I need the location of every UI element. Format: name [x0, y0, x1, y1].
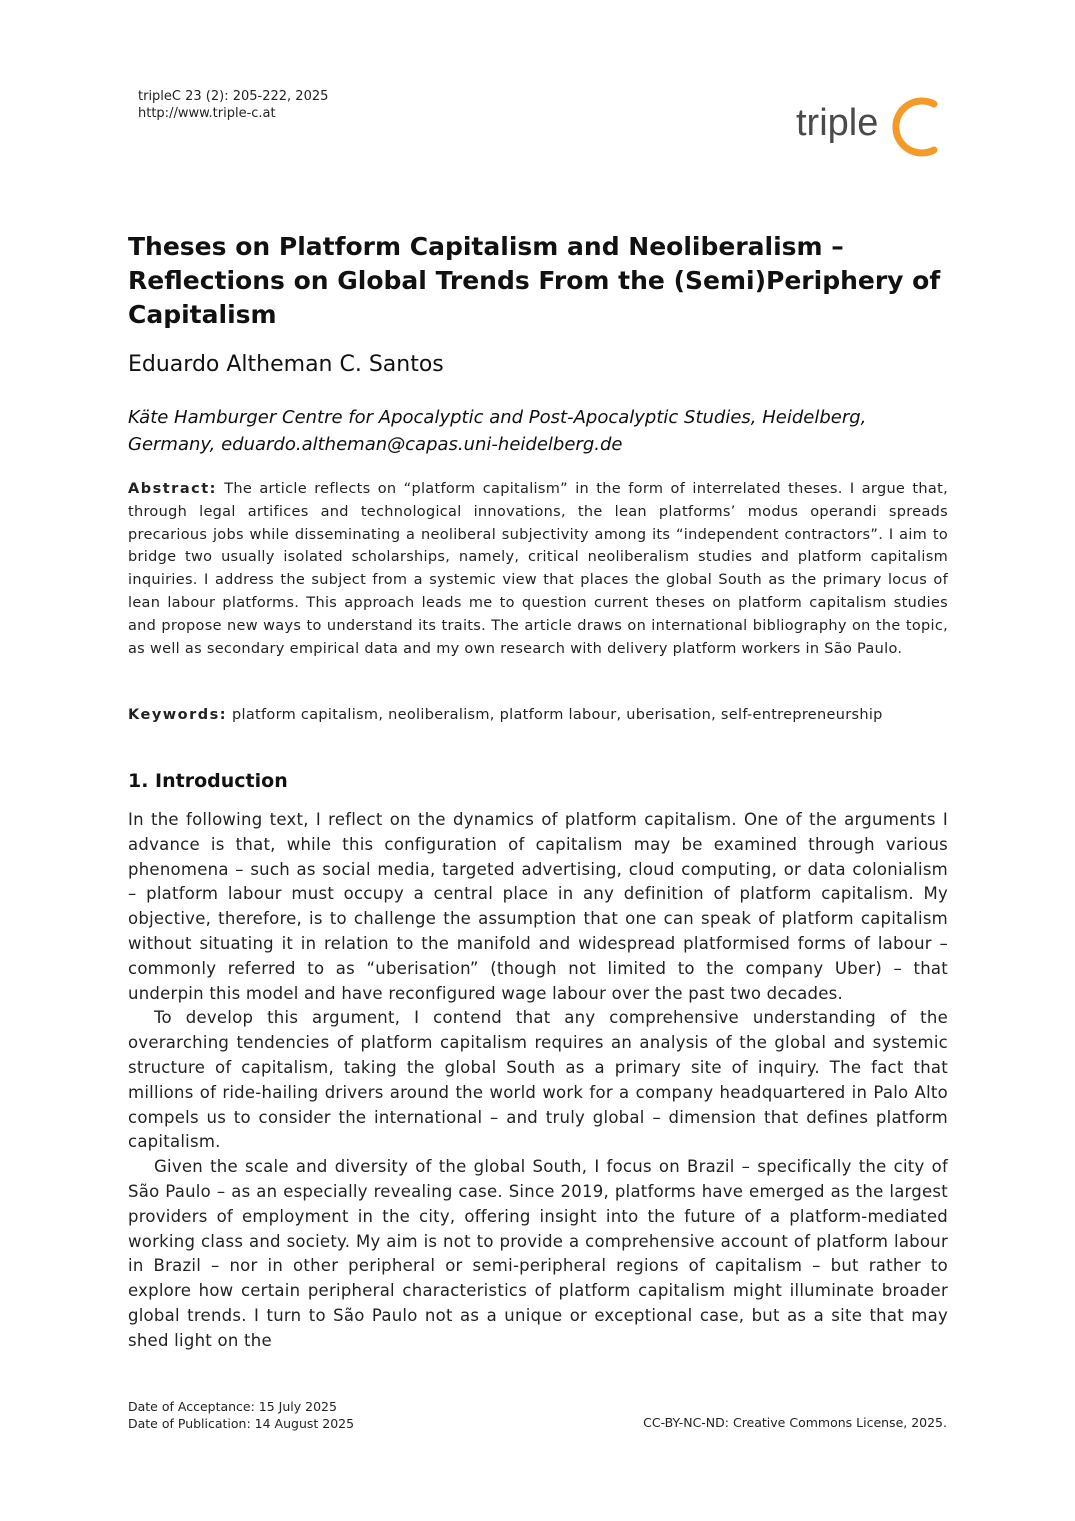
journal-url: http://www.triple-c.at — [138, 106, 276, 121]
keywords-label: Keywords: — [128, 707, 228, 723]
acceptance-date: Date of Acceptance: 15 July 2025 — [128, 1399, 337, 1414]
footer-dates — [128, 1398, 354, 1432]
journal-header — [138, 88, 328, 122]
paragraph: Given the scale and diversity of the global South, I focus on Brazil – specifically the city of São Paulo – as an especially revealing case. Since 2019, platforms have emerged as the largest providers of employment in the city, offering insight into the future of a platform-mediated working class and society. My aim is not to provide a comprehensive account of platform labour in Brazil – nor in other peripheral or semi-peripheral regions of capitalism – but rather to explore how certain peripheral characteristics of platform capitalism might illuminate broader global trends. I turn to São Paulo not as a unique or exceptional case, but as a site that may shed light on the — [128, 1157, 948, 1350]
abstract — [128, 478, 948, 660]
abstract-text: The article reflects on “platform capitalism” in the form of interrelated theses. I argue that, through legal artifices and technological innovations, the lean platforms’ modus operandi spreads precarious jobs while disseminating a neoliberal subjectivity among its “independent contractors”. I aim to bridge two usually isolated scholarships, namely, critical neoliberalism studies and platform capitalism inquiries. I address the subject from a systemic view that places the global South as the primary locus of lean labour platforms. This approach leads me to question current theses on platform capitalism studies and propose new ways to understand its traits. The article draws on international bibliography on the topic, as well as secondary empirical data and my own research with delivery platform workers in São Paulo. — [128, 481, 948, 657]
author-name: Eduardo Altheman C. Santos — [128, 352, 444, 377]
section-heading: 1. Introduction — [128, 770, 288, 792]
logo-c-mark — [892, 94, 942, 160]
author-affiliation: Käte Hamburger Centre for Apocalyptic and Post-Apocalyptic Studies, Heidelberg, Germany, eduardo.altheman@capas.uni-heidelberg.de — [128, 407, 867, 455]
abstract-label: Abstract: — [128, 481, 217, 497]
keywords-text: platform capitalism, neoliberalism, platform labour, uberisation, self-entrepreneurship — [232, 707, 883, 723]
keywords — [128, 704, 948, 727]
logo-wordmark: triple — [796, 102, 879, 144]
paragraph: In the following text, I reflect on the dynamics of platform capitalism. One of the arguments I advance is that, while this configuration of capitalism may be examined through various phenomena – such as social media, targeted advertising, cloud computing, or data colonialism – platform labour must occupy a central place in any definition of platform capitalism. My objective, therefore, is to challenge the assumption that one can speak of platform capitalism without situating it in relation to the manifold and widespread platformised forms of labour – commonly referred to as “uberisation” (though not limited to the company Uber) – that underpin this model and have reconfigured wage labour over the past two decades. — [128, 810, 948, 1003]
body-text — [128, 808, 948, 1354]
publication-date: Date of Publication: 14 August 2025 — [128, 1416, 355, 1431]
journal-citation: tripleC 23 (2): 205-222, 2025 — [138, 89, 329, 104]
paragraph: To develop this argument, I contend that any comprehensive understanding of the overarching tendencies of platform capitalism requires an analysis of the global and systemic structure of capitalism, taking the global South as a primary site of inquiry. The fact that millions of ride-hailing drivers around the world work for a company headquartered in Palo Alto compels us to consider the international – and truly global – dimension that defines platform capitalism. — [128, 1008, 948, 1152]
triplec-logo — [796, 92, 946, 160]
article-title: Theses on Platform Capitalism and Neoliberalism – Reflections on Global Trends From the (Semi)Periphery of Capitalism — [128, 232, 941, 329]
license-notice: CC-BY-NC-ND: Creative Commons License, 2025. — [643, 1415, 947, 1430]
